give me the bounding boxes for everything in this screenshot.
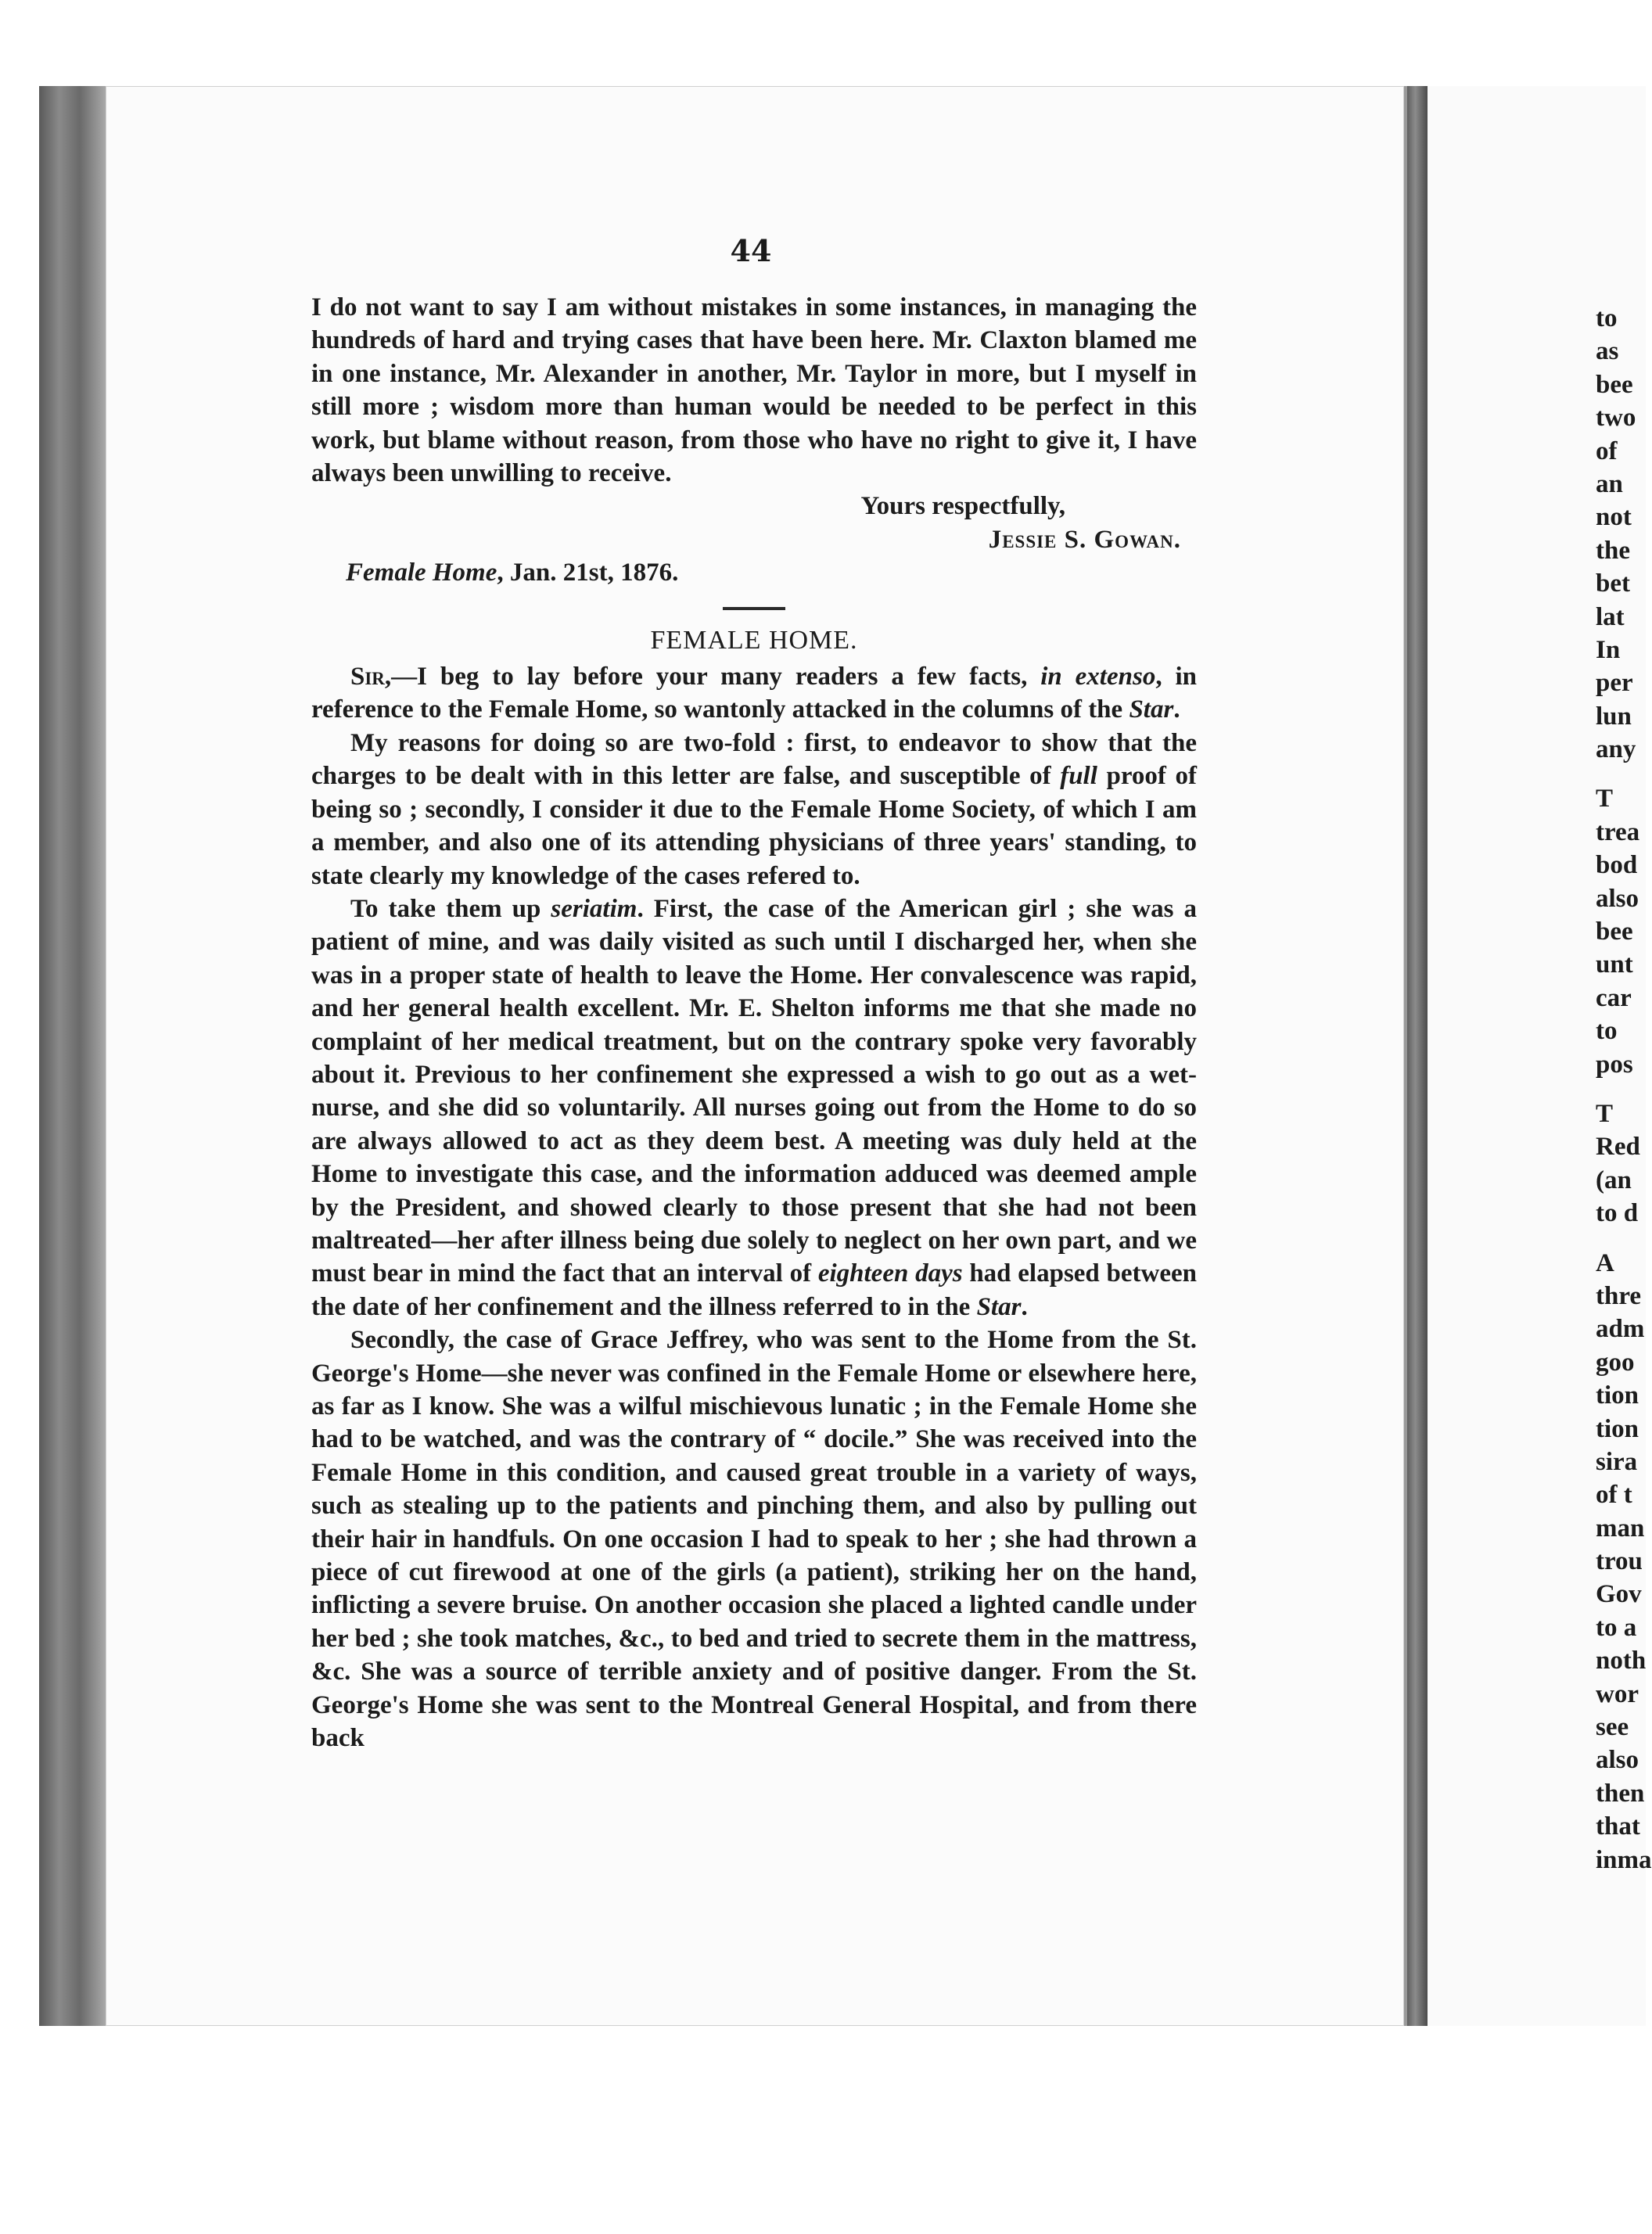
right-page-fragment: inma — [1596, 1845, 1652, 1874]
italic-run: eighteen days — [817, 1259, 963, 1288]
text-run: . — [1021, 1292, 1028, 1321]
dateline-place: Female Home — [346, 558, 497, 587]
letter1-dateline — [311, 556, 1197, 589]
letter2-paragraph-1 — [311, 660, 1197, 727]
right-page-fragment: the — [1596, 536, 1630, 565]
right-page-fragment: bod — [1596, 851, 1638, 880]
right-page-fragment: T — [1596, 1099, 1614, 1128]
right-page-fragment: man — [1596, 1514, 1645, 1543]
right-page-fragment: also — [1596, 884, 1639, 913]
right-page-fragment: tion — [1596, 1381, 1639, 1410]
fragment-gap — [1596, 1081, 1646, 1097]
text-run: had elapsed between the date of her confinement and the illness referred to in the — [311, 1259, 1198, 1321]
right-page-fragment: also — [1596, 1746, 1639, 1775]
right-page-fragment: any — [1596, 735, 1636, 764]
letter1-paragraph: I do not want to say I am without mistakes in some instances, in managing the hundreds of hard and trying cases that have been here. Mr. Claxton blamed me in one instance, Mr. Alexander in another, Mr. Taylor in more, but I myself in still more ; wisdom more than human would be needed to be perfect in this work, but blame without reason, from those who have no right to give it, I have always been unwilling to receive. — [311, 293, 1197, 488]
right-page-fragment: to — [1596, 1017, 1618, 1046]
right-page-fragment: to a — [1596, 1613, 1637, 1642]
right-page-fragment: goo — [1596, 1348, 1635, 1377]
right-page-fragment: to — [1596, 304, 1618, 332]
salutation: Sir — [350, 663, 385, 691]
right-page-fragment: tion — [1596, 1414, 1639, 1443]
letter1-signature: Jessie S. Gowan. — [988, 525, 1181, 554]
right-page-fragment: not — [1596, 503, 1632, 532]
text-run: To take them up — [350, 894, 551, 923]
right-page-fragment: (an — [1596, 1165, 1632, 1194]
right-page-fragment: lat — [1596, 602, 1625, 631]
letter2-heading: FEMALE HOME. — [650, 625, 858, 655]
right-page-fragment: A — [1596, 1248, 1614, 1277]
italic-run: Star — [1129, 695, 1174, 724]
fragment-gap — [1596, 766, 1646, 782]
right-page-fragment: trou — [1596, 1547, 1643, 1576]
text-run: My reasons for doing so are two-fold : first, to endeavor to show that the charges to be dealt with in this letter are false, and susceptible of — [311, 728, 1197, 791]
right-page-fragment: unt — [1596, 950, 1633, 979]
right-page-fragment: of — [1596, 436, 1618, 465]
italic-run: Star — [976, 1292, 1022, 1321]
page-number: 44 — [730, 233, 772, 268]
right-page-fragment: In — [1596, 635, 1621, 664]
dateline-date: , Jan. 21st, 1876. — [497, 558, 679, 587]
right-page-fragment: bet — [1596, 569, 1630, 598]
text-run: . First, the case of the American girl ; she was a patient of mine, and was daily visited as such until I discharged her, when she was in a proper state of health to leave the Home. Her convalescence was rapid, and her general health excellent. Mr. E. Shelton informs me that she made no complaint of her medical treatment, but on the contrary spoke very favorably about it. Previous to her confinement she expressed a wish to go out as a wet-nurse, and she did so voluntarily. All nurses going out from the Home to do so are always allowed to act as they deem best. A meeting was duly held at the Home to investigate this case, and the information adduced was deemed ample by the President, and showed clearly to those present that she had not been maltreated—her after illness being due solely to neglect on her own part, and we must bear in mind the fact that an interval of — [311, 894, 1197, 1288]
right-page-fragment: per — [1596, 669, 1633, 698]
fragment-gap — [1596, 1230, 1646, 1247]
right-page-fragment: bee — [1596, 370, 1633, 399]
right-page-fragment: Gov — [1596, 1580, 1642, 1609]
right-page-fragment: bee — [1596, 918, 1633, 946]
italic-run: full — [1060, 762, 1097, 791]
letter2-paragraph-4: Secondly, the case of Grace Jeffrey, who was sent to the Home from the St. George's Home—she never was confined in the Female Home or elsewhere here, as far as I know. She was a wilful mischievous lunatic ; in the Female Home she had to be watched, and was the contrary of “ docile.” She was received into the Female Home in this condition, and caused great trouble in a variety of ways, such as stealing up to the patients and pinching them, and also by pulling out their hair in handfuls. On one occasion I had to speak to her ; she had thrown a piece of cut firewood at one of the girls (a patient), striking her on the hand, inflicting a severe bruise. On another occasion she placed a lighted candle under her bed ; she took matches, &c., to bed and tried to secrete them in the mattress, &c. She was a source of terrible anxiety and of positive danger. From the St. George's Home she was sent to the Montreal General Hospital, and from there back — [311, 1326, 1197, 1753]
right-page-fragment: pos — [1596, 1050, 1633, 1079]
letter2-paragraph-3 — [311, 893, 1197, 1324]
right-page-fragment: thre — [1596, 1281, 1642, 1310]
text-run: proof of being so ; secondly, I consider it due to the Female Home Society, of which I am a member, and also one of its attending physicians of three years' standing, to state clearly my knowledge of the cases refered to. — [311, 762, 1197, 890]
text-run: ,—I beg to lay before your many readers a few facts, — [384, 663, 1041, 691]
text-run: . — [1173, 695, 1180, 724]
right-page-fragment: noth — [1596, 1647, 1647, 1676]
right-page-fragment: lun — [1596, 702, 1632, 731]
text-run: , in reference to the Female Home, so wantonly attacked in the columns of the — [311, 663, 1197, 724]
right-page-fragment: wor — [1596, 1679, 1639, 1708]
right-page-fragment: of t — [1596, 1481, 1632, 1510]
italic-run: in extenso — [1040, 663, 1156, 691]
section-rule — [723, 607, 785, 610]
book-gutter — [1407, 86, 1428, 2026]
right-page-fragment: sira — [1596, 1447, 1638, 1476]
right-page-fragment: car — [1596, 983, 1632, 1012]
right-page-fragment: trea — [1596, 817, 1640, 846]
right-page-fragment: then — [1596, 1779, 1645, 1808]
right-page-fragment: that — [1596, 1812, 1640, 1841]
italic-run: seriatim — [551, 894, 637, 923]
right-page-fragment: to d — [1596, 1199, 1639, 1228]
letter1-closing: Yours respectfully, — [860, 492, 1065, 521]
right-page-fragment: adm — [1596, 1315, 1645, 1344]
page-text — [311, 291, 1197, 1755]
right-page-fragment: as — [1596, 337, 1619, 366]
right-page-fragments — [1596, 302, 1652, 1877]
right-page-fragment: two — [1596, 404, 1636, 433]
letter2-paragraph-2 — [311, 727, 1197, 893]
right-page-fragment: an — [1596, 469, 1623, 498]
right-page-fragment: Red — [1596, 1133, 1640, 1162]
right-page-fragment: see — [1596, 1713, 1629, 1742]
right-page-fragment: T — [1596, 785, 1614, 814]
